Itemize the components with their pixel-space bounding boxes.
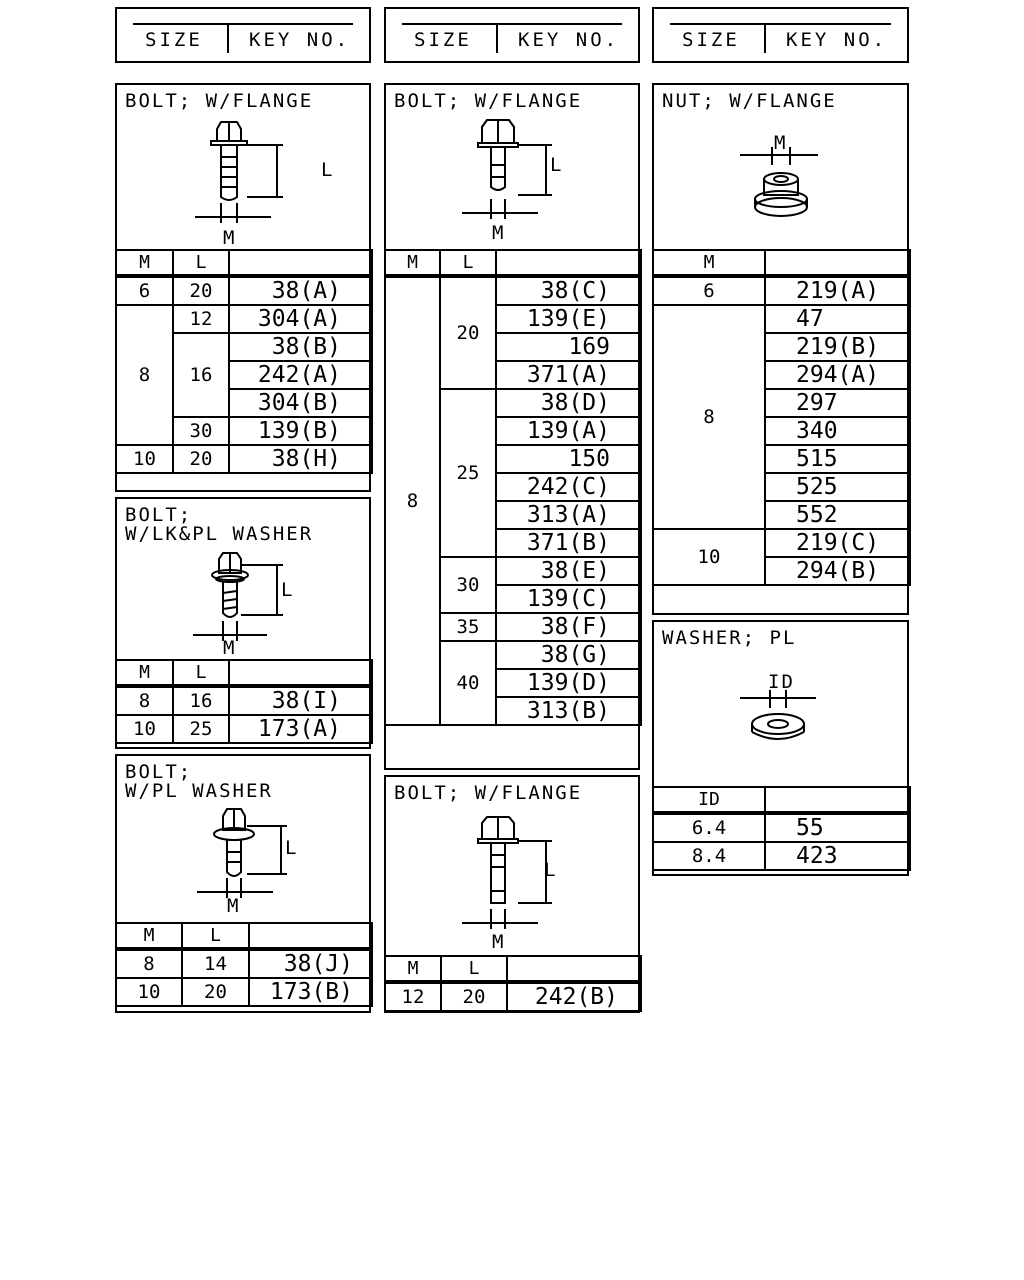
- parts-table: [115, 249, 373, 474]
- parts-table: [384, 955, 642, 1012]
- panel-bolt-flange-a: [115, 83, 371, 492]
- dim-l-label: L: [550, 154, 564, 176]
- table-row: 10 20 38(H): [116, 445, 372, 473]
- key-number: 313(B): [496, 697, 641, 725]
- col-header-key: [765, 787, 910, 813]
- table-row: 25 38(D): [385, 389, 641, 417]
- table-row: 8 16 38(I): [116, 686, 372, 715]
- table-row: 35 38(F): [385, 613, 641, 641]
- key-number: 515: [765, 445, 910, 473]
- keyno-label: KEY NO.: [786, 29, 888, 51]
- key-number: 173(A): [229, 715, 372, 743]
- key-number: 219(A): [765, 276, 910, 305]
- dim-l-label: L: [285, 837, 299, 859]
- panel-bolt-pl-washer: [115, 754, 371, 1013]
- panel-title: BOLT; W/FLANGE: [125, 90, 314, 112]
- table-row: 10 20 173(B): [116, 978, 372, 1006]
- header-size-keyno-3: [652, 7, 909, 63]
- col-header-key: [229, 250, 372, 276]
- table-row: 8 14 38(J): [116, 949, 372, 978]
- key-number: 294(A): [765, 361, 910, 389]
- key-number: 38(H): [229, 445, 372, 473]
- table-row: 6 219(A): [653, 276, 910, 305]
- panel-title-line2: W/LK&PL WASHER: [125, 523, 314, 545]
- panel-title: BOLT; W/FLANGE: [394, 782, 583, 804]
- table-row: 30 38(E): [385, 557, 641, 585]
- table-row: 8 47: [653, 305, 910, 333]
- washer-icon: [736, 686, 836, 756]
- panel-bolt-flange-c: [384, 775, 640, 1013]
- key-number: 139(D): [496, 669, 641, 697]
- panel-bolt-flange-b: [384, 83, 640, 770]
- bolt-flange-icon: [456, 117, 566, 247]
- col-header-key: [496, 250, 641, 276]
- table-row: 6.4 55: [653, 813, 910, 842]
- col-header-m: M: [385, 956, 441, 982]
- col-header-l: L: [173, 660, 229, 686]
- parts-table: [115, 659, 373, 744]
- key-number: 304(B): [229, 389, 372, 417]
- key-number: 304(A): [229, 305, 372, 333]
- key-number: 242(C): [496, 473, 641, 501]
- table-row: 12 20 242(B): [385, 982, 641, 1011]
- dim-m-label: M: [223, 637, 237, 659]
- dim-m-label: M: [774, 132, 788, 154]
- table-row: 6 20 38(A): [116, 276, 372, 305]
- col-header-m: M: [116, 660, 173, 686]
- dim-m-label: M: [227, 895, 241, 917]
- key-number: 38(E): [496, 557, 641, 585]
- key-number: 139(E): [496, 305, 641, 333]
- key-number: 297: [765, 389, 910, 417]
- table-row: 8 12 304(A): [116, 305, 372, 333]
- col-header-id: ID: [653, 787, 765, 813]
- size-label: SIZE: [682, 29, 740, 51]
- header-size-keyno-1: [115, 7, 371, 63]
- col-header-l: L: [440, 250, 496, 276]
- nut-flange-icon: [734, 143, 834, 233]
- key-number: 340: [765, 417, 910, 445]
- key-number: 242(B): [507, 982, 641, 1011]
- dim-l-label: L: [321, 159, 335, 181]
- parts-table: [384, 249, 642, 726]
- size-label: SIZE: [414, 29, 472, 51]
- key-number: 38(I): [229, 686, 372, 715]
- col-header-m: M: [385, 250, 440, 276]
- key-number: 371(B): [496, 529, 641, 557]
- key-number: 423: [765, 842, 910, 870]
- key-number: 38(C): [496, 276, 641, 305]
- dim-m-label: M: [492, 931, 506, 953]
- key-number: 242(A): [229, 361, 372, 389]
- key-number: 38(J): [249, 949, 372, 978]
- panel-bolt-lk-pl-washer: [115, 497, 371, 749]
- key-number: 169: [496, 333, 641, 361]
- panel-title: BOLT; W/FLANGE: [394, 90, 583, 112]
- key-number: 55: [765, 813, 910, 842]
- col-header-l: L: [173, 250, 229, 276]
- key-number: 139(A): [496, 417, 641, 445]
- dim-id-label: ID: [768, 671, 795, 693]
- table-row: 8 20 38(C): [385, 276, 641, 305]
- bolt-flange-icon: [187, 117, 297, 247]
- key-number: 552: [765, 501, 910, 529]
- keyno-label: KEY NO.: [518, 29, 620, 51]
- col-header-key: [249, 923, 372, 949]
- key-number: 150: [496, 445, 641, 473]
- dim-m-label: M: [492, 222, 506, 244]
- parts-table: [652, 249, 911, 586]
- dim-l-label: L: [281, 579, 295, 601]
- col-header-key: [229, 660, 372, 686]
- parts-table: [115, 922, 373, 1007]
- bolt-pl-washer-icon: [191, 806, 301, 916]
- key-number: 38(D): [496, 389, 641, 417]
- key-number: 371(A): [496, 361, 641, 389]
- key-number: 38(B): [229, 333, 372, 361]
- size-label: SIZE: [145, 29, 203, 51]
- header-size-keyno-2: [384, 7, 640, 63]
- key-number: 219(B): [765, 333, 910, 361]
- col-header-m: M: [653, 250, 765, 276]
- keyno-label: KEY NO.: [249, 29, 351, 51]
- col-header-m: M: [116, 923, 182, 949]
- panel-title-line1: BOLT;: [125, 504, 193, 526]
- key-number: 525: [765, 473, 910, 501]
- key-number: 38(G): [496, 641, 641, 669]
- col-header-m: M: [116, 250, 173, 276]
- table-row: 10 25 173(A): [116, 715, 372, 743]
- panel-title: NUT; W/FLANGE: [662, 90, 837, 112]
- key-number: 219(C): [765, 529, 910, 557]
- table-row: 10 219(C): [653, 529, 910, 557]
- panel-washer-pl: [652, 620, 909, 876]
- panel-title-line1: BOLT;: [125, 761, 193, 783]
- dim-m-label: M: [223, 227, 237, 249]
- col-header-key: [507, 956, 641, 982]
- parts-table: [652, 786, 911, 871]
- table-row: 8.4 423: [653, 842, 910, 870]
- table-row: 40 38(G): [385, 641, 641, 669]
- bolt-lk-pl-washer-icon: [187, 551, 297, 661]
- dim-l-label: L: [544, 859, 558, 881]
- key-number: 139(B): [229, 417, 372, 445]
- key-number: 38(F): [496, 613, 641, 641]
- key-number: 139(C): [496, 585, 641, 613]
- col-header-key: [765, 250, 910, 276]
- key-number: 47: [765, 305, 910, 333]
- key-number: 313(A): [496, 501, 641, 529]
- panel-title-line2: W/PL WASHER: [125, 780, 273, 802]
- panel-title: WASHER; PL: [662, 627, 797, 649]
- panel-nut-flange: [652, 83, 909, 615]
- table-row: 30 139(B): [116, 417, 372, 445]
- key-number: 294(B): [765, 557, 910, 585]
- col-header-l: L: [441, 956, 507, 982]
- key-number: 38(A): [229, 276, 372, 305]
- table-row: 16 38(B): [116, 333, 372, 361]
- col-header-l: L: [182, 923, 249, 949]
- key-number: 173(B): [249, 978, 372, 1006]
